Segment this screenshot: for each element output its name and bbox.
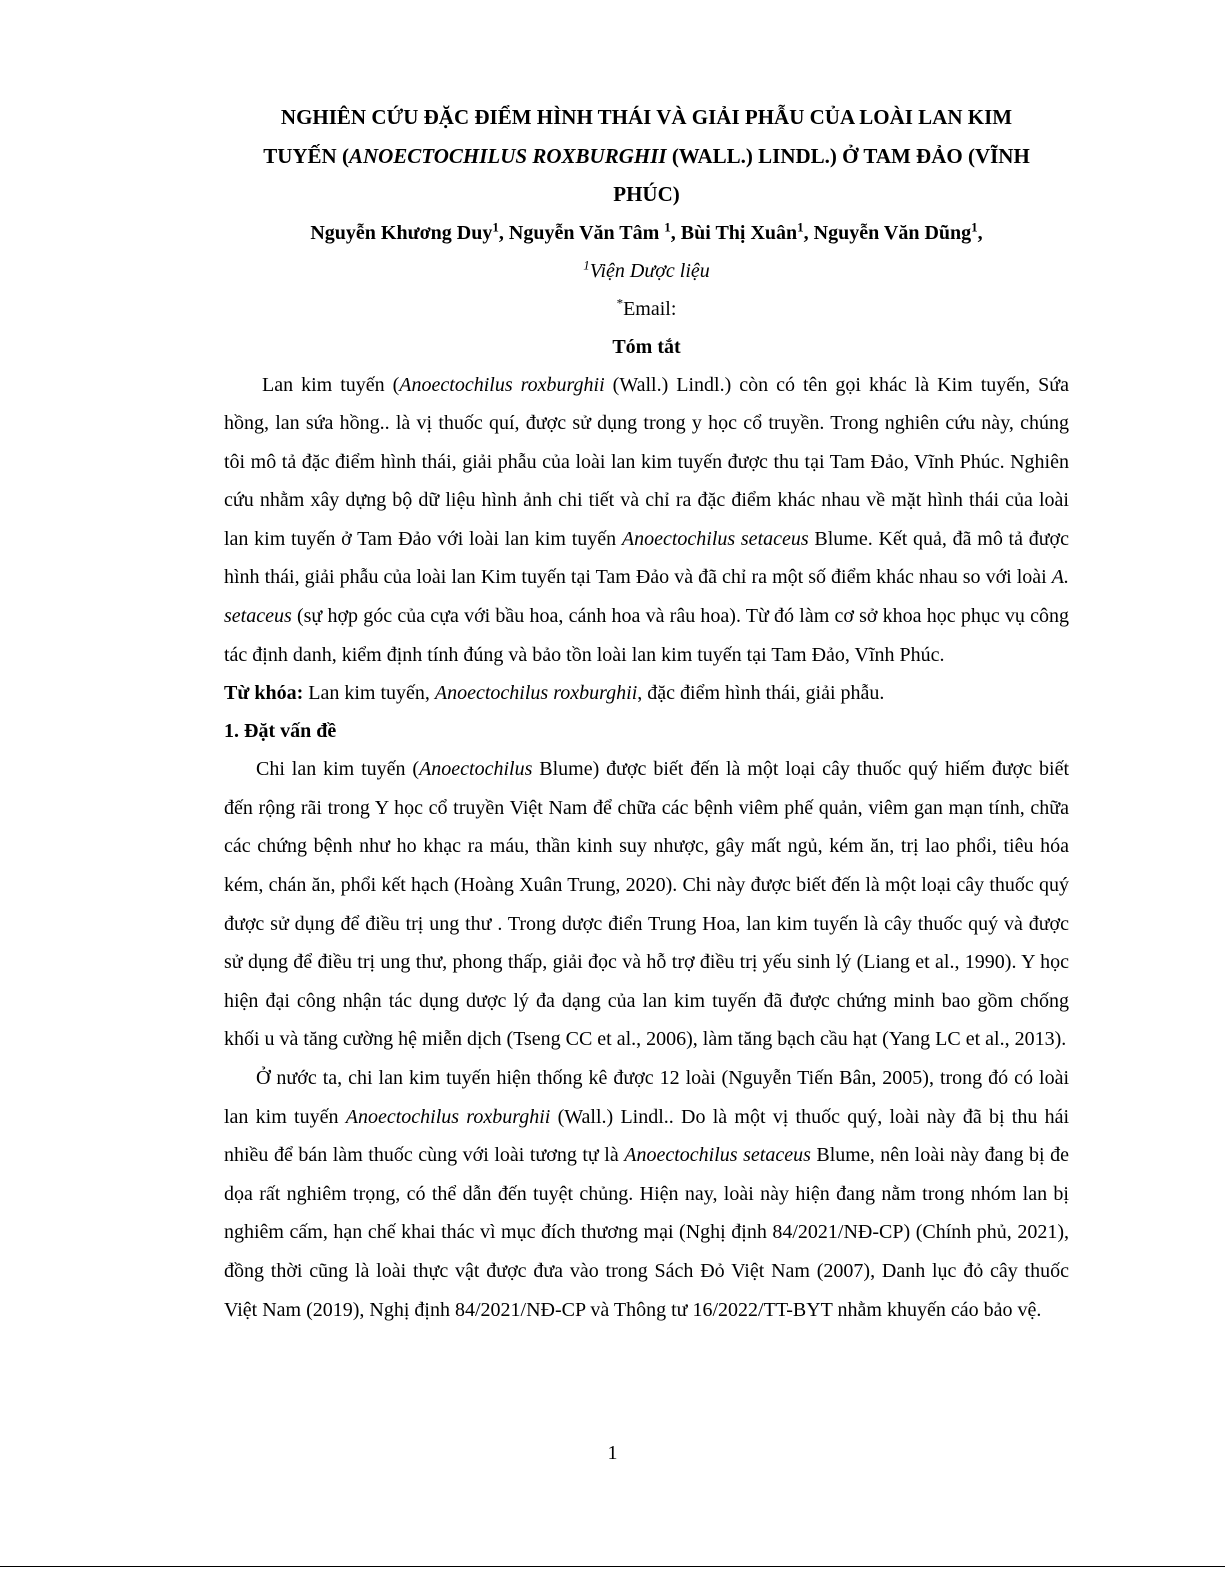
paragraph-text: Blume) được biết đến là một loại cây thuốc quý hiếm được biết đến rộng rãi trong Y học cổ truyền Việt Nam để chữa các bệnh viêm phế quản, viêm gan mạn tính, chữa các chứng bệnh như ho khạc ra máu, thần kinh suy nhược, gây mất ngủ, kém ăn, trị lao phổi, tiêu hóa kém, chán ăn, phổi kết hạch (Hoàng Xuân Trung, 2020). Chi này được biết đến là một loại cây thuốc quý được sử dụng để điều trị ung thư . Trong dược điển Trung Hoa, lan kim tuyến là cây thuốc quý và được sử dụng để điều trị ung thư, phong thấp, giải đọc và hỗ trợ điều trị yếu sinh lý (Liang et al., 1990). Y học hiện đại công nhận tác dụng dược lý đa dạng của lan kim tuyến đã được chứng minh bao gồm chống khối u và tăng cường hệ miễn dịch (Tseng CC et al., 2006), làm tăng bạch cầu hạt (Yang LC et al., 2013).	[224, 758, 1069, 1051]
genus-name: Anoectochilus	[419, 758, 533, 781]
body-paragraph	[224, 750, 1069, 1059]
author-name: Bùi Thị Xuân	[680, 221, 798, 244]
paper-page	[224, 98, 1069, 1329]
keywords-label: Từ khóa:	[224, 682, 304, 705]
affiliation-text: Viện Dược liệu	[589, 259, 710, 282]
email-label: Email:	[623, 297, 677, 320]
title-line-1: NGHIÊN CỨU ĐẶC ĐIỂM HÌNH THÁI VÀ GIẢI PHẪU CỦA LOÀI LAN KIM	[280, 105, 1013, 129]
abstract-text: Lan kim tuyến (	[262, 373, 400, 396]
section-heading: 1. Đặt vấn đề	[224, 720, 337, 743]
author-name: Nguyễn Văn Dũng	[813, 221, 972, 244]
author-name: Nguyễn Văn Tâm	[508, 221, 665, 244]
species-name: Anoectochilus setaceus	[624, 1144, 811, 1167]
author-separator: ,	[977, 221, 983, 244]
keywords-text: , đặc điểm hình thái, giải phẫu.	[637, 682, 885, 705]
author-name: Nguyễn Khương Duy	[310, 221, 493, 244]
keywords	[224, 674, 1069, 712]
paragraph-text: Ở nước ta, chi lan kim tuyến hiện thống kê được 12 loài (Nguyễn Tiến Bân, 2005), trong đó có loài lan kim tuyến	[224, 1067, 1069, 1128]
affiliation	[224, 252, 1069, 290]
author-separator: ,	[498, 221, 509, 244]
keywords-text: Lan kim tuyến,	[303, 682, 435, 705]
affiliation-marker: 1	[583, 256, 590, 272]
title-species-name: ANOECTOCHILUS ROXBURGHII	[348, 143, 667, 168]
abstract-heading: Tóm tắt	[612, 335, 681, 358]
title-line-2-prefix: TUYẾN (	[263, 143, 349, 168]
abstract-text: Blume. Kết quả, đã mô tả được hình thái, giải phẫu của loài lan Kim tuyến tại Tam Đảo và đã chỉ ra một số điểm khác nhau so với loài	[224, 527, 1070, 589]
author-list	[224, 214, 1069, 252]
author-separator: ,	[670, 221, 681, 244]
species-name: Anoectochilus setaceus	[621, 527, 809, 550]
page-number: 1	[607, 1442, 618, 1464]
paragraph-text: Chi lan kim tuyến (	[256, 758, 420, 781]
paragraph-text: Blume, nên loài này đang bị đe dọa rất nghiêm trọng, có thể dẫn đến tuyệt chủng. Hiện nay, loài này hiện đang nằm trong nhóm lan bị nghiêm cấm, hạn chế khai thác vì mục đích thương mại (Nghị định 84/2021/NĐ-CP) (Chính phủ, 2021), đồng thời cũng là loài thực vật được đưa vào trong Sách Đỏ Việt Nam (2007), Danh lục đỏ cây thuốc Việt Nam (2019), Nghị định 84/2021/NĐ-CP và Thông tư 16/2022/TT-BYT nhằm khuyến cáo bảo vệ.	[224, 1144, 1069, 1321]
abstract-text: (sự hợp góc của cựa với bầu hoa, cánh hoa và râu hoa). Từ đó làm cơ sở khoa học phục vụ công tác định danh, kiểm định tính đúng và bảo tồn loài lan kim tuyến tại Tam Đảo, Vĩnh Phúc.	[224, 605, 1069, 666]
species-name: Anoectochilus roxburghii	[345, 1105, 551, 1128]
species-name: A. setaceus	[224, 566, 1069, 628]
author-affiliation-marker: 1	[664, 218, 671, 234]
author-affiliation-marker: 1	[971, 218, 978, 234]
author-affiliation-marker: 1	[492, 218, 499, 234]
title-line-2-suffix: (WALL.) LINDL.) Ở TAM ĐẢO (VĨNH	[666, 143, 1030, 168]
title-line-3: PHÚC)	[613, 182, 680, 206]
paragraph-text: (Wall.) Lindl.. Do là một vị thuốc quý, loài này đã bị thu hái nhiều để bán làm thuốc cùng với loài tương tự là	[224, 1105, 1070, 1167]
abstract-paragraph	[224, 366, 1069, 675]
body-paragraph	[224, 1059, 1069, 1329]
email-line	[224, 290, 1069, 328]
page-bottom-rule	[0, 1566, 1225, 1567]
species-name: Anoectochilus roxburghii	[434, 682, 638, 705]
author-separator: ,	[803, 221, 814, 244]
abstract-text: (Wall.) Lindl.) còn có tên gọi khác là Kim tuyến, Sứa hồng, lan sứa hồng.. là vị thuốc quí, được sử dụng trong y học cổ truyền. Trong nghiên cứu này, chúng tôi mô tả đặc điểm hình thái, giải phẫu của loài lan kim tuyến được thu tại Tam Đảo, Vĩnh Phúc. Nghiên cứu nhằm xây dựng bộ dữ liệu hình ảnh chi tiết và chỉ ra đặc điểm khác nhau về mặt hình thái của loài lan kim tuyến ở Tam Đảo với loài lan kim tuyến	[224, 373, 1069, 550]
author-affiliation-marker: 1	[797, 218, 804, 234]
paper-title	[224, 98, 1069, 214]
species-name: Anoectochilus roxburghii	[399, 373, 605, 396]
email-marker: *	[616, 294, 624, 310]
